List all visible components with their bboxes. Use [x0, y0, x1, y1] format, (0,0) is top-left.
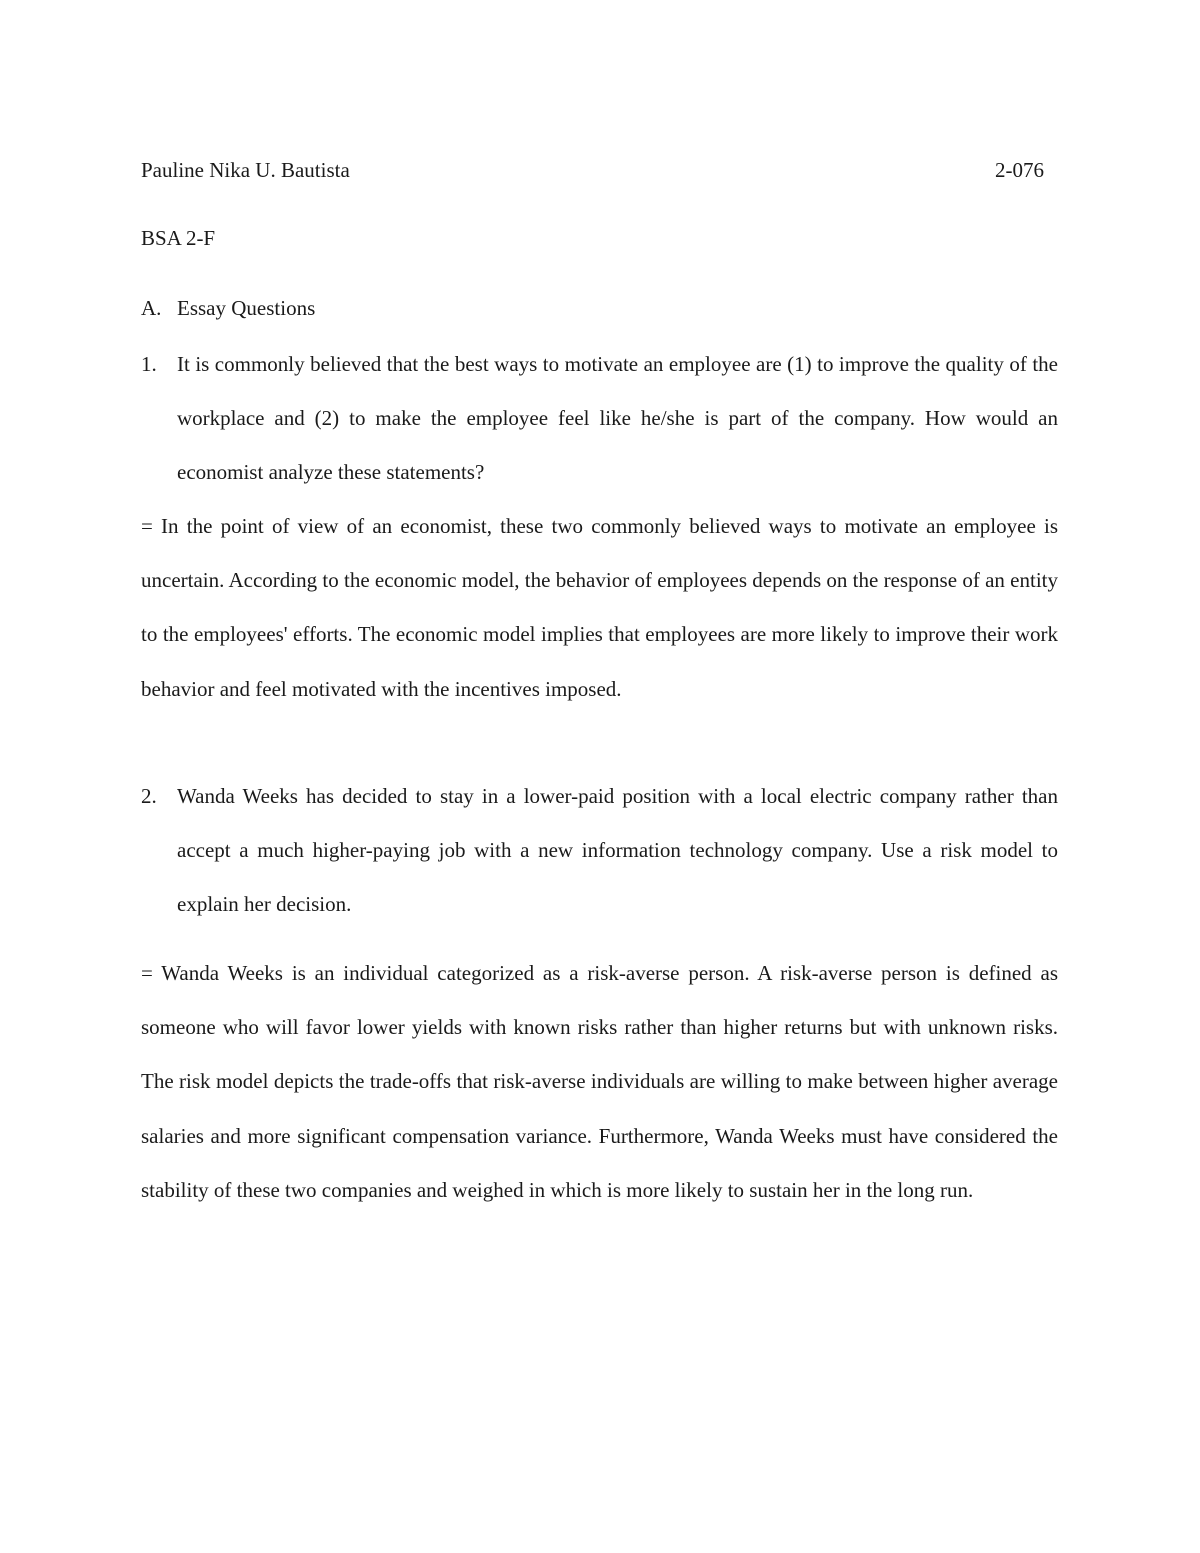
class-section: BSA 2-F [141, 226, 216, 250]
question-number: 1. [141, 352, 157, 376]
question-text: It is commonly believed that the best ways to motivate an employee are (1) to improve the quality of the workplace and (2) to make the employee feel like he/she is part of the company. How would an economist analyze these statements? [177, 352, 1058, 485]
question-text: Wanda Weeks has decided to stay in a lower-paid position with a local electric company rather than accept a much higher-paying job with a new information technology company. Use a risk model to explain her decision. [177, 784, 1058, 917]
answer-paragraph-1: = In the point of view of an economist, these two commonly believed ways to motivate an employee is uncertain. According to the economic model, the behavior of employees depends on the response of an entity to the employees' efforts. The economic model implies that employees are more likely to improve their work behavior and feel motivated with the incentives imposed. [141, 514, 1058, 701]
answer-paragraph-2: = Wanda Weeks is an individual categorized as a risk-averse person. A risk-averse person is defined as someone who will favor lower yields with known risks rather than higher returns but with unknown risks. The risk model depicts the trade-offs that risk-averse individuals are willing to make between higher average salaries and more significant compensation variance. Furthermore, Wanda Weeks must have considered the stability of these two companies and weighed in which is more likely to sustain her in the long run. [141, 961, 1058, 1202]
section-marker: A. [141, 296, 162, 320]
question-number: 2. [141, 784, 157, 808]
student-id-number: 2-076 [995, 158, 1044, 182]
student-name: Pauline Nika U. Bautista [141, 158, 350, 182]
section-title: Essay Questions [177, 296, 316, 320]
